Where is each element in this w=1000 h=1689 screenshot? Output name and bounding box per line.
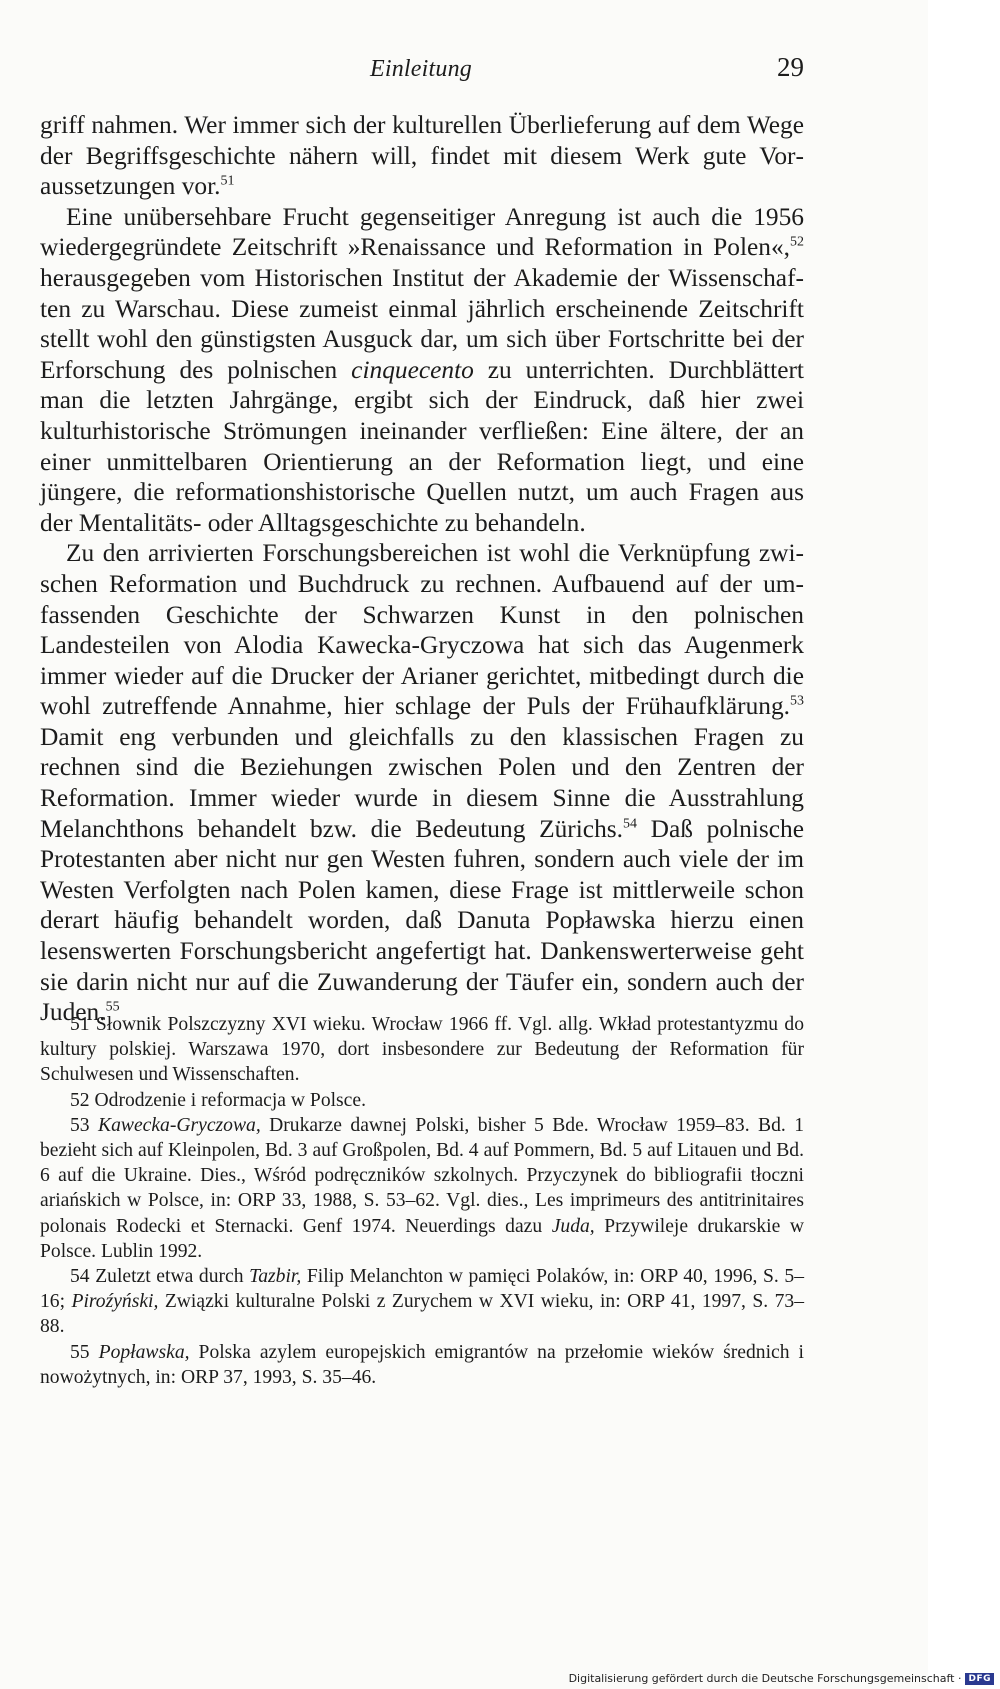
footnote-54-author-2: Piroźyński, [71, 1291, 159, 1313]
footnote-51: 51 Słownik Polszczyzny XVI wieku. Wrocław 1966 ff. Vgl. allg. Wkład protestantyzmu do kultury polskiej. Warszawa 1970, dort insbesondere zur Bedeutung der Reformation für Schulwesen und Wissenschaften. [40, 1014, 804, 1086]
footnote-53-text-b: Przywileje drukarskie w Polsce. Lublin 1992. [40, 1215, 804, 1262]
footnote-53 [40, 1113, 804, 1264]
page-header [40, 52, 804, 92]
footnote-53-number: 53 [70, 1114, 99, 1136]
footnote-ref-54: 54 [623, 816, 637, 832]
credit-text: Digitalisierung gefördert durch die Deutsche Forschungsgemeinschaft · [568, 1672, 962, 1685]
paragraph-1 [40, 110, 804, 202]
paragraph-3-text-a: Zu den arrivierten Forschungsbereichen ist wohl die Verknüpfung zwischen Reformation und Buchdruck zu rechnen. Aufbauend auf der umfassenden Geschichte der Schwarzen Kunst in den polnischen Landesteilen von Alodia Kawecka-Gryczowa hat sich das Augenmerk immer wieder auf die Drucker der Arianer gerichtet, mitbedingt durch die wohl zutreffende Annahme, hier schlage der Puls der Frühaufklärung. [40, 539, 804, 721]
footnote-55-text: Polska azylem europejskich emigrantów na przełomie wieków średnich i nowożytnych, in: ORP 37, 1993, S. 35–46. [40, 1341, 804, 1388]
footnote-ref-51: 51 [220, 173, 235, 189]
footnote-53-author: Kawecka-Gryczowa, [98, 1114, 261, 1136]
paragraph-2-text-c: zu unterrichten. Durchblättert man die letzten Jahrgänge, ergibt sich der Eindruck, daß hier zwei kulturhistorische Strömungen ineinander verfließen: Eine ältere, der an einer unmittelbaren Orientierung an der Reformation liegt, und eine jüngere, die reformationshistorische Quellen nutzt, um auch Fragen aus der Mentalitäts- oder Alltagsgeschichte zu behandeln. [40, 355, 804, 537]
footnote-ref-55: 55 [105, 999, 120, 1015]
footnote-52: 52 Odrodzenie i reformacja w Polsce. [70, 1089, 366, 1111]
footnote-55-author: Popławska, [98, 1341, 190, 1363]
dfg-logo-icon: DFG [965, 1673, 994, 1685]
footnote-54-text-c: Związki kulturalne Polski z Zurychem w XVI wieku, in: ORP 41, 1997, S. 73–88. [40, 1291, 804, 1338]
footnotes [40, 1012, 804, 1390]
footnote-53-author-2: Juda, [551, 1215, 595, 1237]
paragraph-2-text-a: Eine unübersehbare Frucht gegenseitiger Anregung ist auch die 1956 wiedergegründete Zeitschrift »Renaissance und Reformation in Polen«, [40, 202, 804, 262]
footnote-ref-53: 53 [790, 693, 804, 709]
main-text [40, 110, 804, 1028]
scan-margin [928, 0, 1000, 1689]
paragraph-3-text-c: Daß polnische Protestanten aber nicht nur gen Westen fuhren, sondern auch viele der im Westen Verfolgten nach Polen kamen, diese Frage ist mittlerweile schon derart häufig behandelt worden, daß Danuta Popławska hierzu einen lesenswerten Forschungsbericht angefertigt hat. Dankenswerterweise geht sie darin nicht nur auf die Zuwanderung der Täufer ein, sondern auch der Juden. [40, 814, 804, 1027]
footnote-54-author: Tazbir, [249, 1266, 302, 1288]
footnote-55 [40, 1340, 804, 1390]
paragraph-1-text: griff nahmen. Wer immer sich der kulturellen Überlieferung auf dem Wege der Begriffsgeschichte nähern will, findet mit diesem Werk gute Voraussetzungen vor. [40, 111, 804, 201]
footnote-54-text-a: 54 Zuletzt etwa durch [70, 1266, 250, 1288]
page-number: 29 [777, 52, 804, 82]
footnote-55-number: 55 [70, 1341, 99, 1363]
digitization-credit [569, 1672, 994, 1685]
footnote-54 [40, 1264, 804, 1340]
paragraph-2-emphasis: cinquecento [351, 355, 474, 384]
paragraph-3 [40, 538, 804, 1028]
footnote-54-text-b: Filip Melanchton w pamięci Polaków, in: ORP 40, 1996, S. 5–16; [40, 1266, 805, 1313]
paragraph-2 [40, 202, 804, 539]
footnote-53-text-a: Drukarze dawnej Polski, bisher 5 Bde. Wrocław 1959–83. Bd. 1 bezieht sich auf Kleinpolen, Bd. 3 auf Großpolen, Bd. 4 auf Pommern, Bd. 5 auf Litauen und Bd. 6 auf die Ukraine. Dies., Wśród podręczników szkolnych. Przyczynek do bibliografii tłoczni ariańskich w Polsce, in: ORP 33, 1988, S. 53–62. Vgl. dies., Les imprimeurs des antitrinitaires polonais Rodecki et Sternacki. Genf 1974. Neuerdings dazu [40, 1114, 804, 1237]
running-head: Einleitung [370, 56, 472, 82]
paragraph-3-text-b: Damit eng verbunden und gleichfalls zu den klassischen Fragen zu rechnen sind die Beziehungen zwischen Polen und den Zentren der Reformation. Immer wieder wurde in diesem Sinne die Ausstrahlung Melanchthons behandelt bzw. die Bedeutung Zürichs. [40, 722, 804, 843]
footnote-ref-52: 52 [790, 234, 804, 250]
paragraph-2-text-b: herausgegeben vom Historischen Institut der Akademie der Wissenschaften zu Warschau. Diese zumeist einmal jährlich erscheinende Zeitschrift stellt wohl den günstigsten Ausguck dar, um sich über Fortschritte bei der Erforschung des polnischen [40, 263, 804, 384]
